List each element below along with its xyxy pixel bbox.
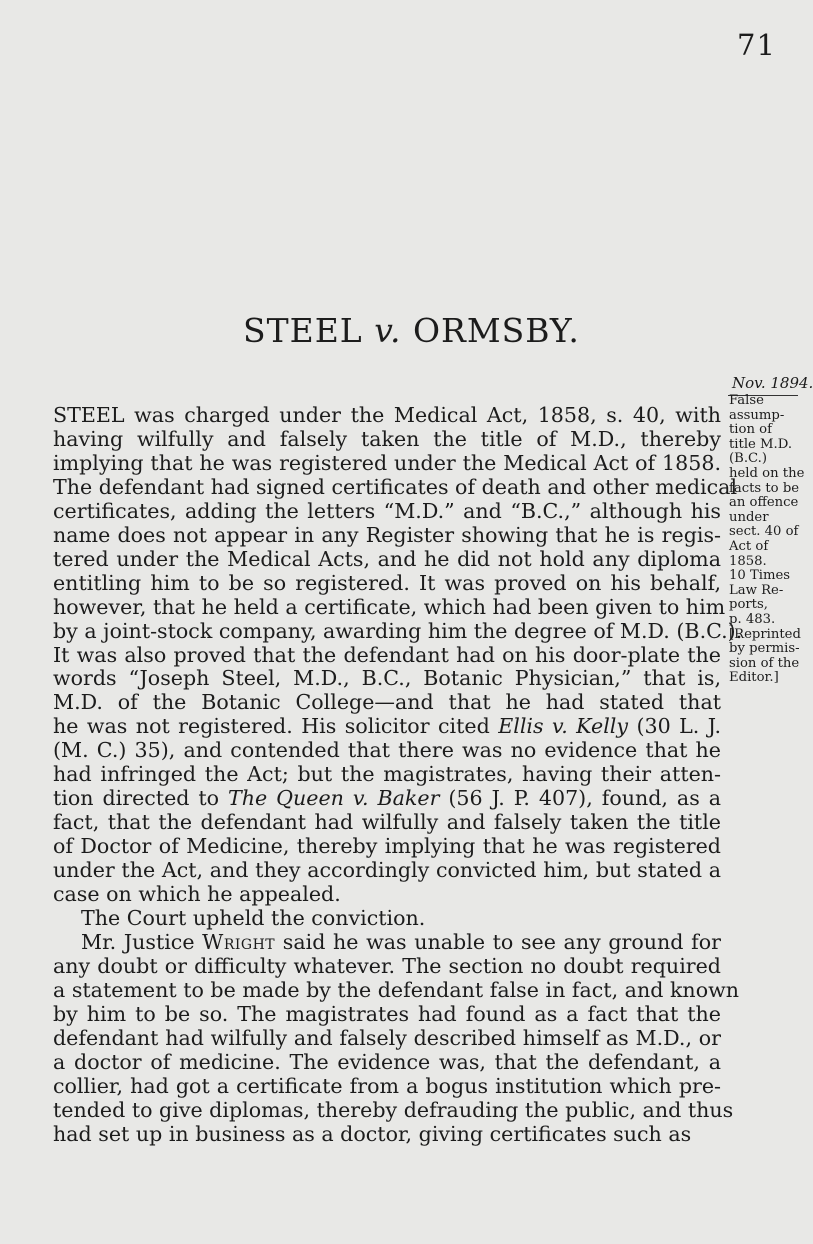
marginal-note-line: Law Re- <box>729 582 784 598</box>
text-line: defendant had wilfully and falsely described himself as M.D., or <box>53 1025 721 1050</box>
text-line: STEEL was charged under the Medical Act, 1858, s. 40, with <box>53 403 721 427</box>
marginal-note-line: False <box>729 393 764 408</box>
marginal-note-line: by permis- <box>729 641 800 657</box>
marginal-note-line: sion of the <box>729 655 800 671</box>
text-line: however, that he held a certificate, which had been given to him <box>53 594 726 619</box>
text-line: a statement to be made by the defendant false in fact, and known <box>53 977 739 1002</box>
case-versus: v. <box>374 311 402 350</box>
text-line: Mr. Justice Wright said he was unable to see any ground for <box>81 929 721 954</box>
marginal-note-line: ports, <box>729 597 768 613</box>
text-line: entitling him to be so registered. It was proved on his behalf, <box>53 570 721 595</box>
text-line: (M. C.) 35), and contended that there was no evidence that he <box>53 738 721 763</box>
text-line: under the Act, and they accordingly convicted him, but stated a <box>53 858 721 883</box>
text-line: of Doctor of Medicine, thereby implying that he was registered <box>53 834 721 859</box>
marginal-note-line: Editor.] <box>729 670 779 686</box>
text-line: had infringed the Act; but the magistrates, having their atten- <box>53 762 721 787</box>
text-line: The Court upheld the conviction. <box>81 906 426 931</box>
text-line: having wilfully and falsely taken the title of M.D., thereby <box>53 426 721 451</box>
body-text <box>53 403 743 1147</box>
text-line: collier, had got a certificate from a bogus institution which pre- <box>53 1073 721 1098</box>
text-line: name does not appear in any Register showing that he is regis- <box>53 522 721 547</box>
marginal-note-line: (B.C.) <box>729 451 767 467</box>
marginal-note-line: sect. 40 of <box>729 524 799 540</box>
case-party-plaintiff: STEEL <box>243 311 363 350</box>
case-title <box>243 311 580 350</box>
text-line: had set up in business as a doctor, giving certificates such as <box>53 1121 692 1146</box>
text-line: case on which he appealed. <box>53 882 341 907</box>
marginal-note-line: assump- <box>729 407 785 423</box>
text-line: a doctor of medicine. The evidence was, that the defendant, a <box>53 1049 721 1074</box>
text-line: tion directed to The Queen v. Baker (56 J. P. 407), found, as a <box>53 786 721 811</box>
text-line: implying that he was registered under the Medical Act of 1858. <box>53 450 721 475</box>
text-line: by him to be so. The magistrates had found as a fact that the <box>53 1001 721 1026</box>
paragraph <box>53 403 743 907</box>
text-line: It was also proved that the defendant had on his door-plate the <box>53 642 721 667</box>
text-line: words “Joseph Steel, M.D., B.C., Botanic Physician,” that is, <box>53 666 721 691</box>
marginal-note-line: tion of <box>729 422 772 438</box>
text-line: The defendant had signed certificates of death and other medical <box>53 474 738 499</box>
marginal-note-line: Act of <box>729 538 769 554</box>
text-line: fact, that the defendant had wilfully and falsely taken the title <box>53 810 721 835</box>
marginal-note-line: under <box>729 509 769 525</box>
marginal-note-line: title M.D. <box>729 436 793 452</box>
marginal-note-line: p. 483. <box>729 611 776 627</box>
text-line: any doubt or difficulty whatever. The section no doubt required <box>53 953 721 978</box>
marginal-note-line: 1858. <box>729 553 767 569</box>
text-line: he was not registered. His solicitor cited Ellis v. Kelly (30 L. J. <box>53 714 722 739</box>
page-number: 71 <box>737 28 776 62</box>
marginal-note-line: 10 Times <box>729 568 791 584</box>
text-line: by a joint-stock company, awarding him the degree of M.D. (B.C.). <box>53 618 743 643</box>
marginal-note-line: [Reprinted <box>729 626 801 642</box>
text-line: tered under the Medical Acts, and he did not hold any diploma <box>53 546 721 571</box>
text-line: M.D. of the Botanic College—and that he had stated that <box>53 690 721 715</box>
text-line: certificates, adding the letters “M.D.” and “B.C.,” although his <box>53 498 721 523</box>
marginal-note-line: held on the <box>729 465 805 481</box>
date-line: Nov. 1894. <box>732 374 813 392</box>
text-line: tended to give diplomas, thereby defrauding the public, and thus <box>53 1097 734 1122</box>
marginal-note-line: facts to be <box>729 480 800 496</box>
paragraph <box>53 929 739 1147</box>
marginal-note-line: an offence <box>729 495 799 511</box>
case-party-defendant: ORMSBY. <box>412 311 580 350</box>
paragraph <box>53 907 721 931</box>
